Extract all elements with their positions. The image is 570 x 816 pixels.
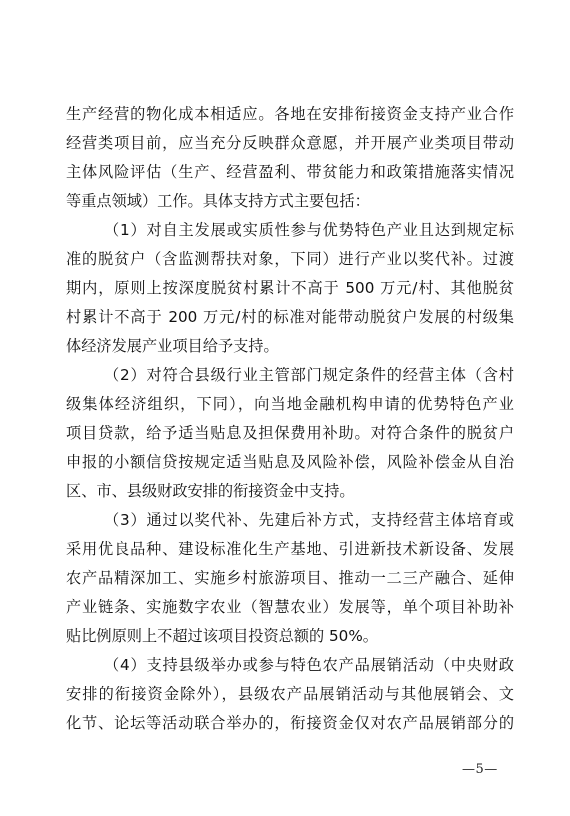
text-line-paragraph-start: （2）对符合县级行业主管部门规定条件的经营主体（含村 <box>104 366 514 384</box>
text-line: 采用优良品种、建设标准化生产基地、引进新技术新设备、发展 <box>66 540 514 558</box>
text-line-paragraph-start: （4）支持县级举办或参与特色农产品展销活动（中央财政 <box>104 656 514 674</box>
text-line: 农产品精深加工、实施乡村旅游项目、推动一二三产融合、延伸 <box>66 569 514 587</box>
text-line-paragraph-start: （3）通过以奖代补、先建后补方式，支持经营主体培育或 <box>104 511 514 529</box>
text-line: 区、市、县级财政安排的衔接资金中支持。 <box>66 482 355 500</box>
text-line: 级集体经济组织，下同），向当地金融机构申请的优势特色产业 <box>66 395 514 413</box>
text-line: 安排的衔接资金除外），县级农产品展销活动与其他展销会、文 <box>66 685 514 703</box>
text-line: 生产经营的物化成本相适应。各地在安排衔接资金支持产业合作 <box>66 105 514 123</box>
text-line: 期内，原则上按深度脱贫村累计不高于 500 万元/村、其他脱贫 <box>66 279 514 297</box>
text-line: 化节、论坛等活动联合举办的，衔接资金仅对农产品展销部分的 <box>66 714 514 732</box>
text-line: 村累计不高于 200 万元/村的标准对能带动脱贫户发展的村级集 <box>66 308 514 326</box>
text-line: 经营类项目前，应当充分反映群众意愿，并开展产业类项目带动 <box>66 134 514 152</box>
text-line: 体经济发展产业项目给予支持。 <box>66 337 279 355</box>
page-number: —5— <box>462 762 498 777</box>
text-line: 申报的小额信贷按规定适当贴息及风险补偿，风险补偿金从自治 <box>66 453 514 471</box>
text-line: 等重点领域）工作。具体支持方式主要包括： <box>66 192 370 210</box>
text-line: 主体风险评估（生产、经营盈利、带贫能力和政策措施落实情况 <box>66 163 514 181</box>
text-line: 项目贷款，给予适当贴息及担保费用补助。对符合条件的脱贫户 <box>66 424 514 442</box>
text-line: 产业链条、实施数字农业（智慧农业）发展等，单个项目补助补 <box>66 598 514 616</box>
text-line-paragraph-start: （1）对自主发展或实质性参与优势特色产业且达到规定标 <box>104 221 514 239</box>
text-line: 贴比例原则上不超过该项目投资总额的 50%。 <box>66 627 378 645</box>
document-body <box>66 100 514 738</box>
text-line: 准的脱贫户（含监测帮扶对象，下同）进行产业以奖代补。过渡 <box>66 250 514 268</box>
